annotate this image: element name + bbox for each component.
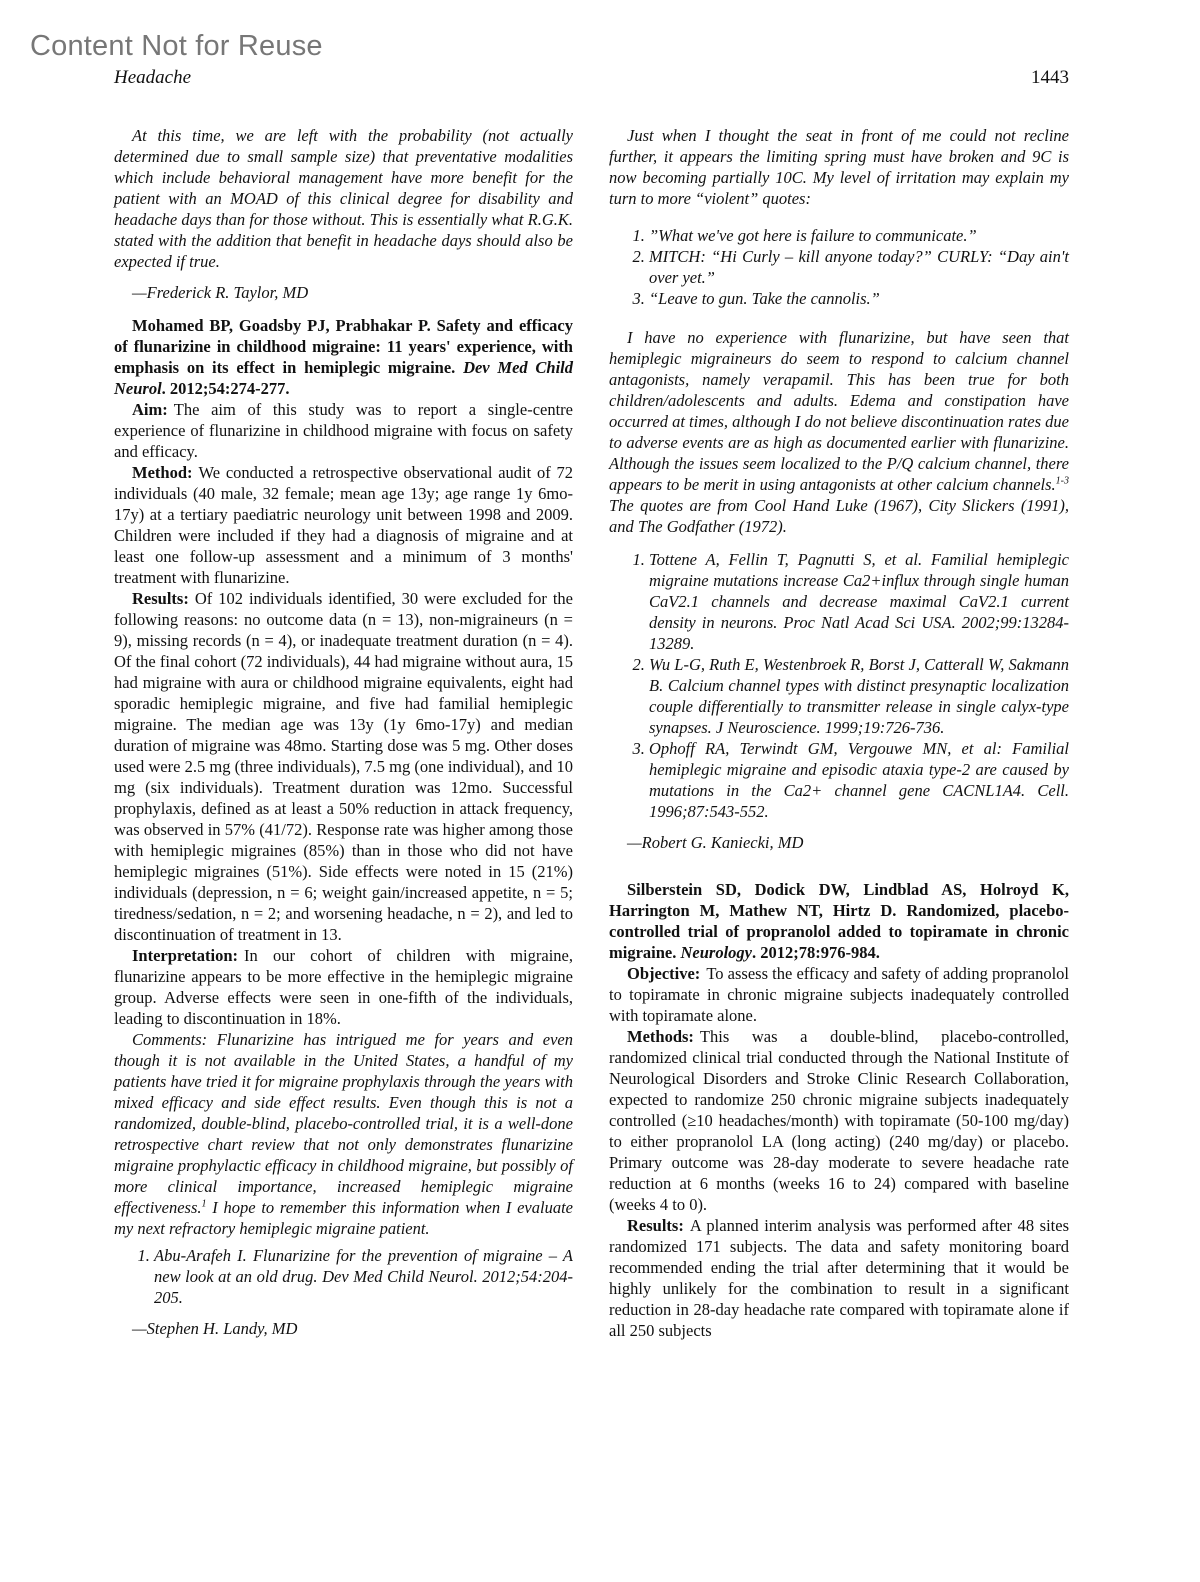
abstract-results-right bbox=[609, 1215, 1069, 1341]
quote-item: 3. “Leave to gun. Take the cannolis.” bbox=[649, 288, 1069, 309]
quote-item: 1. ”What we've got here is failure to communicate.” bbox=[649, 225, 1069, 246]
results-label: Results: bbox=[132, 589, 189, 608]
reference-item: 2. Wu L-G, Ruth E, Westenbroek R, Borst J, Catterall W, Sakmann B. Calcium channel types with distinct presynaptic localization couple differentially to transmitter release in single calyx-type synapses. J Neuroscience. 1999;19:726-736. bbox=[649, 654, 1069, 738]
signature-landy: —Stephen H. Landy, MD bbox=[132, 1319, 298, 1338]
citation-authors-title: Mohamed BP, Goadsby PJ, Prabhakar P. Safety and efficacy of flunarizine in childhood migraine: 11 years' experience, with emphasis on its effect in hemiplegic migraine. bbox=[114, 316, 573, 377]
objective-text: To assess the efficacy and safety of adding propranolol to topiramate in chronic migraine subjects inadequately controlled with topiramate alone. bbox=[609, 964, 1069, 1025]
reference-item: 1. Tottene A, Fellin T, Pagnutti S, et al. Familial hemiplegic migraine mutations increase Ca2+influx through single human CaV2.1 channels and decrease maximal CaV2.1 current density in neurons. Proc Natl Acad Sci USA. 2002;99:13284-13289. bbox=[649, 549, 1069, 654]
right-intro-paragraph: Just when I thought the seat in front of me could not recline further, it appears the limiting spring must have broken and 9C is now becoming partially 10C. My level of irritation may explain my turn to more “violent” quotes: bbox=[609, 126, 1069, 208]
citation-ref: . 2012;54:274-277. bbox=[161, 379, 290, 398]
objective-label: Objective: bbox=[627, 964, 701, 983]
abstract-method bbox=[114, 462, 573, 588]
quote-item: 2. MITCH: “Hi Curly – kill anyone today?” CURLY: “Day ain't over yet.” bbox=[649, 246, 1069, 288]
abstract-methods bbox=[609, 1026, 1069, 1215]
interpretation-label: Interpretation: bbox=[132, 946, 239, 965]
method-label: Method: bbox=[132, 463, 193, 482]
watermark: Content Not for Reuse bbox=[30, 30, 323, 62]
signature-taylor: —Frederick R. Taylor, MD bbox=[132, 283, 309, 302]
left-column bbox=[114, 125, 573, 1351]
results-text: A planned interim analysis was performed after 48 sites randomized 171 subjects. The data and safety monitoring board recommended ending the trial after determining that it would be highly unlikely for the combination to result in a significant reduction in 28-day headache rate compared with topiramate alone if all 250 subjects bbox=[609, 1216, 1069, 1340]
right-paragraph-2 bbox=[609, 327, 1069, 537]
aim-text: The aim of this study was to report a single-centre experience of flunarizine in childhood migraine with focus on safety and efficacy. bbox=[114, 400, 573, 461]
citation-ref: . 2012;78:976-984. bbox=[752, 943, 880, 962]
signature-kaniecki: —Robert G. Kaniecki, MD bbox=[627, 833, 804, 852]
running-head-journal: Headache bbox=[114, 67, 192, 88]
comments-text: Comments: Flunarizine has intrigued me for years and even though it is not available in the United States, a handful of my patients have tried it for migraine prophylaxis through the years with mixed efficacy and side effect results. Even though this is not a randomized, double-blind, placebo-controlled trial, it is a well-done retrospective chart review that not only demonstrates flunarizine migraine prophylactic efficacy in childhood migraine, but possibly of more clinical importance, increased hemiplegic migraine effectiveness. bbox=[114, 1030, 573, 1217]
methods-label: Methods: bbox=[627, 1027, 694, 1046]
para2-ref-sup: 1-3 bbox=[1055, 475, 1069, 487]
method-text: We conducted a retrospective observational audit of 72 individuals (40 male, 32 female; mean age 13y; age range 1y 6mo-17y) at a tertiary paediatric neurology unit between 1998 and 2009. Children were included if they had a diagnosis of migraine and at least one follow-up assessment and a minimum of 3 months' treatment with flunarizine. bbox=[114, 463, 573, 587]
citation-journal: Neurology bbox=[680, 943, 752, 962]
methods-text: This was a double-blind, placebo-controlled, randomized clinical trial conducted through the National Institute of Neurological Disorders and Stroke Clinic Research Collaboration, expected to randomize 250 chronic migraine subjects inadequately controlled (≥10 headaches/month) with topiramate (50-100 mg/day) to either propranolol LA (long acting) (240 mg/day) or placebo. Primary outcome was 28-day moderate to severe headache rate reduction at 6 months (weeks 16 to 24) compared with baseline (weeks 4 to 0). bbox=[609, 1027, 1069, 1214]
abstract-aim bbox=[114, 399, 573, 462]
abstract-objective bbox=[609, 963, 1069, 1026]
comments-paragraph bbox=[114, 1029, 573, 1239]
results-text: Of 102 individuals identified, 30 were excluded for the following reasons: no outcome data (n = 13), non-migraineurs (n = 9), missing records (n = 4), or inadequate treatment duration (n = 4). Of the final cohort (72 individuals), 44 had migraine without aura, 15 had migraine with aura or childhood migraine equivalents, eight had sporadic hemiplegic migraine, and five had familial hemiplegic migraine. The median age was 13y (1y 6mo-17y) and median duration of migraine was 48mo. Starting dose was 5 mg. Other doses used were 2.5 mg (three individuals), 7.5 mg (one individual), and 10 mg (six individuals). Treatment duration was 12mo. Successful prophylaxis, defined as at least a 50% reduction in attack frequency, was observed in 57% (41/72). Response rate was higher among those with hemiplegic migraines (85%) than in those who did not have hemiplegic migraines (51%). Side effects were noted in 15 (21%) individuals (depression, n = 6; weight gain/increased appetite, n = 5; tiredness/sedation, n = 2; and worsening headache, n = 2), and led to discontinuation of treatment in 13. bbox=[114, 589, 573, 944]
right-column bbox=[609, 125, 1069, 1341]
abstract-results bbox=[114, 588, 573, 945]
reference-item: 1. Abu-Arafeh I. Flunarizine for the prevention of migraine – A new look at an old drug. Dev Med Child Neurol. 2012;54:204-205. bbox=[154, 1245, 573, 1308]
comments-tail: I hope to remember this information when I evaluate my next refractory hemiplegic migraine patient. bbox=[114, 1198, 573, 1238]
quote-list bbox=[609, 225, 1069, 309]
results-label: Results: bbox=[627, 1216, 684, 1235]
reference-item: 3. Ophoff RA, Terwindt GM, Vergouwe MN, et al: Familial hemiplegic migraine and episodic ataxia type-2 are caused by mutations in the Ca2+ channel gene CACNL1A4. Cell. 1996;87:543-552. bbox=[649, 738, 1069, 822]
aim-label: Aim: bbox=[132, 400, 168, 419]
para2-tail: The quotes are from Cool Hand Luke (1967), City Slickers (1991), and The Godfather (1972). bbox=[609, 496, 1069, 536]
page-number: 1443 bbox=[1031, 67, 1069, 88]
citation-silberstein bbox=[609, 879, 1069, 963]
left-reference-list bbox=[114, 1245, 573, 1308]
left-intro-paragraph: At this time, we are left with the probability (not actually determined due to small sample size) that preventative modalities which include behavioral management have more benefit for the patient with an MOAD of this clinical degree for disability and headache days than for those without. This is essentially what R.G.K. stated with the addition that benefit in headache days should also be expected if true. bbox=[114, 126, 573, 271]
abstract-interpretation bbox=[114, 945, 573, 1029]
citation-mohamed bbox=[114, 315, 573, 399]
citation-journal: Dev Med Child Neurol bbox=[114, 358, 574, 398]
interpretation-text: In our cohort of children with migraine, flunarizine appears to be more effective in the hemiplegic migraine group. Adverse effects were seen in one-fifth of the individuals, leading to discontinuation in 18%. bbox=[114, 946, 573, 1028]
para2-text: I have no experience with flunarizine, but have seen that hemiplegic migraineurs do seem to respond to calcium channel antagonists, namely verapamil. This has been true for both children/adolescents and adults. Edema and constipation have occurred at times, although I do not believe discontinuation rates due to adverse events are as high as documented earlier with flunarizine. Although the issues seem localized to the P/Q calcium channel, there appears to be merit in using antagonists at other calcium channels. bbox=[609, 328, 1069, 494]
right-reference-list bbox=[609, 549, 1069, 822]
citation-authors-title: Silberstein SD, Dodick DW, Lindblad AS, Holroyd K, Harrington M, Mathew NT, Hirtz D. Randomized, placebo-controlled trial of propranolol added to topiramate in chronic migraine. bbox=[609, 880, 1069, 962]
comments-ref-sup: 1 bbox=[201, 1198, 207, 1210]
